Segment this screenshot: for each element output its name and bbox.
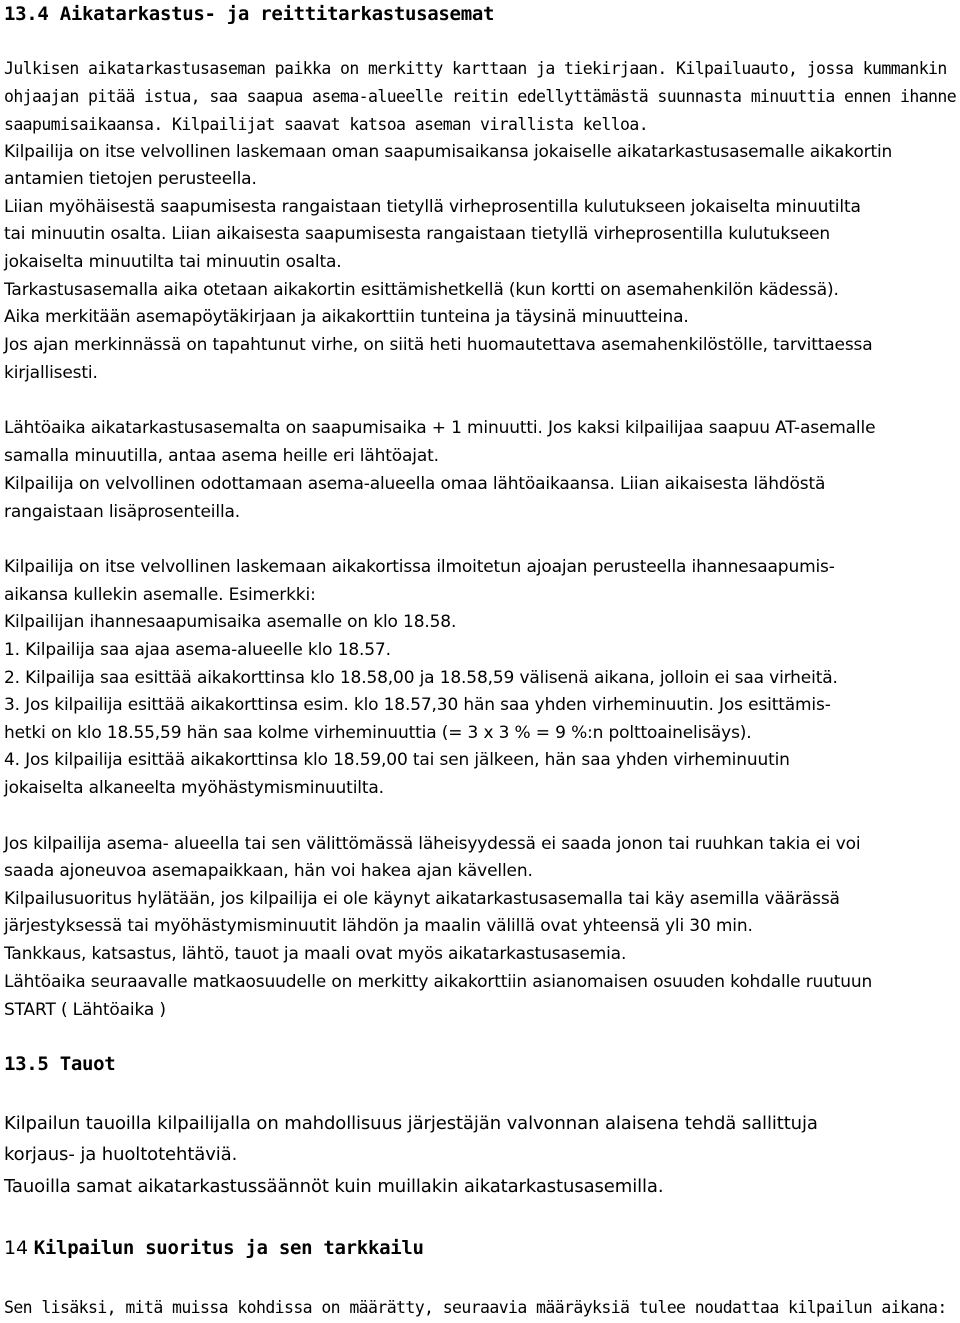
section-14-number: 14 — [4, 1237, 28, 1259]
paragraph-line: Sen lisäksi, mitä muissa kohdissa on määrätty, seuraavia määräyksiä tulee noudattaa kilpailun aikana: — [4, 1298, 947, 1317]
paragraph-line: Liian myöhäisestä saapumisesta rangaistaan tietyllä virheprosentilla kulutukseen jokaiselta minuutilta — [4, 197, 861, 217]
paragraph-line: Jos ajan merkinnässä on tapahtunut virhe, on siitä heti huomautettava asemahenkilöstölle, tarvittaessa — [4, 335, 873, 355]
paragraph-line: Kilpailusuoritus hylätään, jos kilpailija ei ole käynyt aikatarkastusasemalla tai käy asemilla väärässä — [4, 889, 840, 909]
paragraph-line: Lähtöaika seuraavalle matkaosuudelle on merkitty aikakorttiin asianomaisen osuuden kohdalle ruutuun — [4, 972, 873, 992]
paragraph-line: Lähtöaika aikatarkastusasemalta on saapumisaika + 1 minuutti. Jos kaksi kilpailijaa saapuu AT-asemalle — [4, 418, 876, 438]
paragraph-line: Tankkaus, katsastus, lähtö, tauot ja maali ovat myös aikatarkastusasemia. — [4, 944, 627, 964]
list-item: 3. Jos kilpailija esittää aikakorttinsa esim. klo 18.57,30 hän saa yhden virheminuutin. Jos esittämis- — [4, 695, 831, 715]
paragraph-line: antamien tietojen perusteella. — [4, 169, 257, 189]
paragraph-line: saapumisaikaansa. Kilpailijat saavat katsoa aseman virallista kelloa. — [4, 115, 649, 134]
paragraph-line: jokaiselta minuutilta tai minuutin osalta. — [4, 252, 342, 272]
paragraph-line: Kilpailija on velvollinen odottamaan asema-alueella omaa lähtöaikaansa. Liian aikaisesta lähdöstä — [4, 474, 826, 494]
paragraph-line: Kilpailun tauoilla kilpailijalla on mahdollisuus järjestäjän valvonnan alaisena tehdä sallittuja — [4, 1113, 818, 1134]
paragraph-line: tai minuutin osalta. Liian aikaisesta saapumisesta rangaistaan tietyllä virheprosentilla kulutukseen — [4, 224, 831, 244]
paragraph-line: Tarkastusasemalla aika otetaan aikakortin esittämishetkellä (kun kortti on asemahenkilön kädessä). — [4, 280, 839, 300]
list-item-continuation: hetki on klo 18.55,59 hän saa kolme virheminuuttia (= 3 x 3 % = 9 %:n polttoainelisäys). — [4, 723, 752, 743]
paragraph-line: Kilpailija on itse velvollinen laskemaan oman saapumisaikansa jokaiselle aikatarkastusasemalle aikakortin — [4, 142, 893, 162]
paragraph-line: samalla minuutilla, antaa asema heille eri lähtöajat. — [4, 446, 439, 466]
section-14-heading — [4, 1235, 424, 1261]
paragraph-line: Aika merkitään asemapöytäkirjaan ja aikakorttiin tunteina ja täysinä minuutteina. — [4, 307, 689, 327]
paragraph-line: Jos kilpailija asema- alueella tai sen välittömässä läheisyydessä ei saada jonon tai ruuhkan takia ei voi — [4, 834, 861, 854]
paragraph-line: kirjallisesti. — [4, 363, 98, 383]
paragraph-line: rangaistaan lisäprosenteilla. — [4, 502, 241, 522]
paragraph-line: Kilpailija on itse velvollinen laskemaan aikakortissa ilmoitetun ajoajan perusteella ihannesaapumis- — [4, 557, 835, 577]
list-item: 2. Kilpailija saa esittää aikakorttinsa klo 18.58,00 ja 18.58,59 välisenä aikana, jolloin ei saa virheitä. — [4, 668, 838, 688]
paragraph-line: aikansa kullekin asemalle. Esimerkki: — [4, 585, 316, 605]
paragraph-line: ohjaajan pitää istua, saa saapua asema-alueelle reitin edellyttämästä suunnasta minuuttia ennen ihanne — [4, 87, 957, 106]
paragraph-line: START ( Lähtöaika ) — [4, 1000, 166, 1020]
paragraph-line: korjaus- ja huoltotehtäviä. — [4, 1144, 238, 1165]
paragraph-line: Julkisen aikatarkastusaseman paikka on merkitty karttaan ja tiekirjaan. Kilpailuauto, jossa kummankin — [4, 59, 947, 78]
list-item: 4. Jos kilpailija esittää aikakorttinsa klo 18.59,00 tai sen jälkeen, hän saa yhden virheminuutin — [4, 750, 790, 770]
paragraph-line: Tauoilla samat aikatarkastussäännöt kuin muillakin aikatarkastusasemilla. — [4, 1176, 664, 1197]
list-item: 1. Kilpailija saa ajaa asema-alueelle klo 18.57. — [4, 640, 391, 660]
paragraph-line: saada ajoneuvoa asemapaikkaan, hän voi hakea ajan kävellen. — [4, 861, 533, 881]
section-14-title: Kilpailun suoritus ja sen tarkkailu — [33, 1237, 424, 1259]
list-item-continuation: jokaiselta alkaneelta myöhästymisminuutilta. — [4, 778, 384, 798]
section-13-4-heading: 13.4 Aikatarkastus- ja reittitarkastusasemat — [4, 3, 495, 25]
paragraph-line: järjestyksessä tai myöhästymisminuutit lähdön ja maalin välillä ovat yhteensä yli 30 min. — [4, 916, 753, 936]
section-13-5-heading: 13.5 Tauot — [4, 1053, 116, 1075]
paragraph-line: Kilpailijan ihannesaapumisaika asemalle on klo 18.58. — [4, 612, 457, 632]
